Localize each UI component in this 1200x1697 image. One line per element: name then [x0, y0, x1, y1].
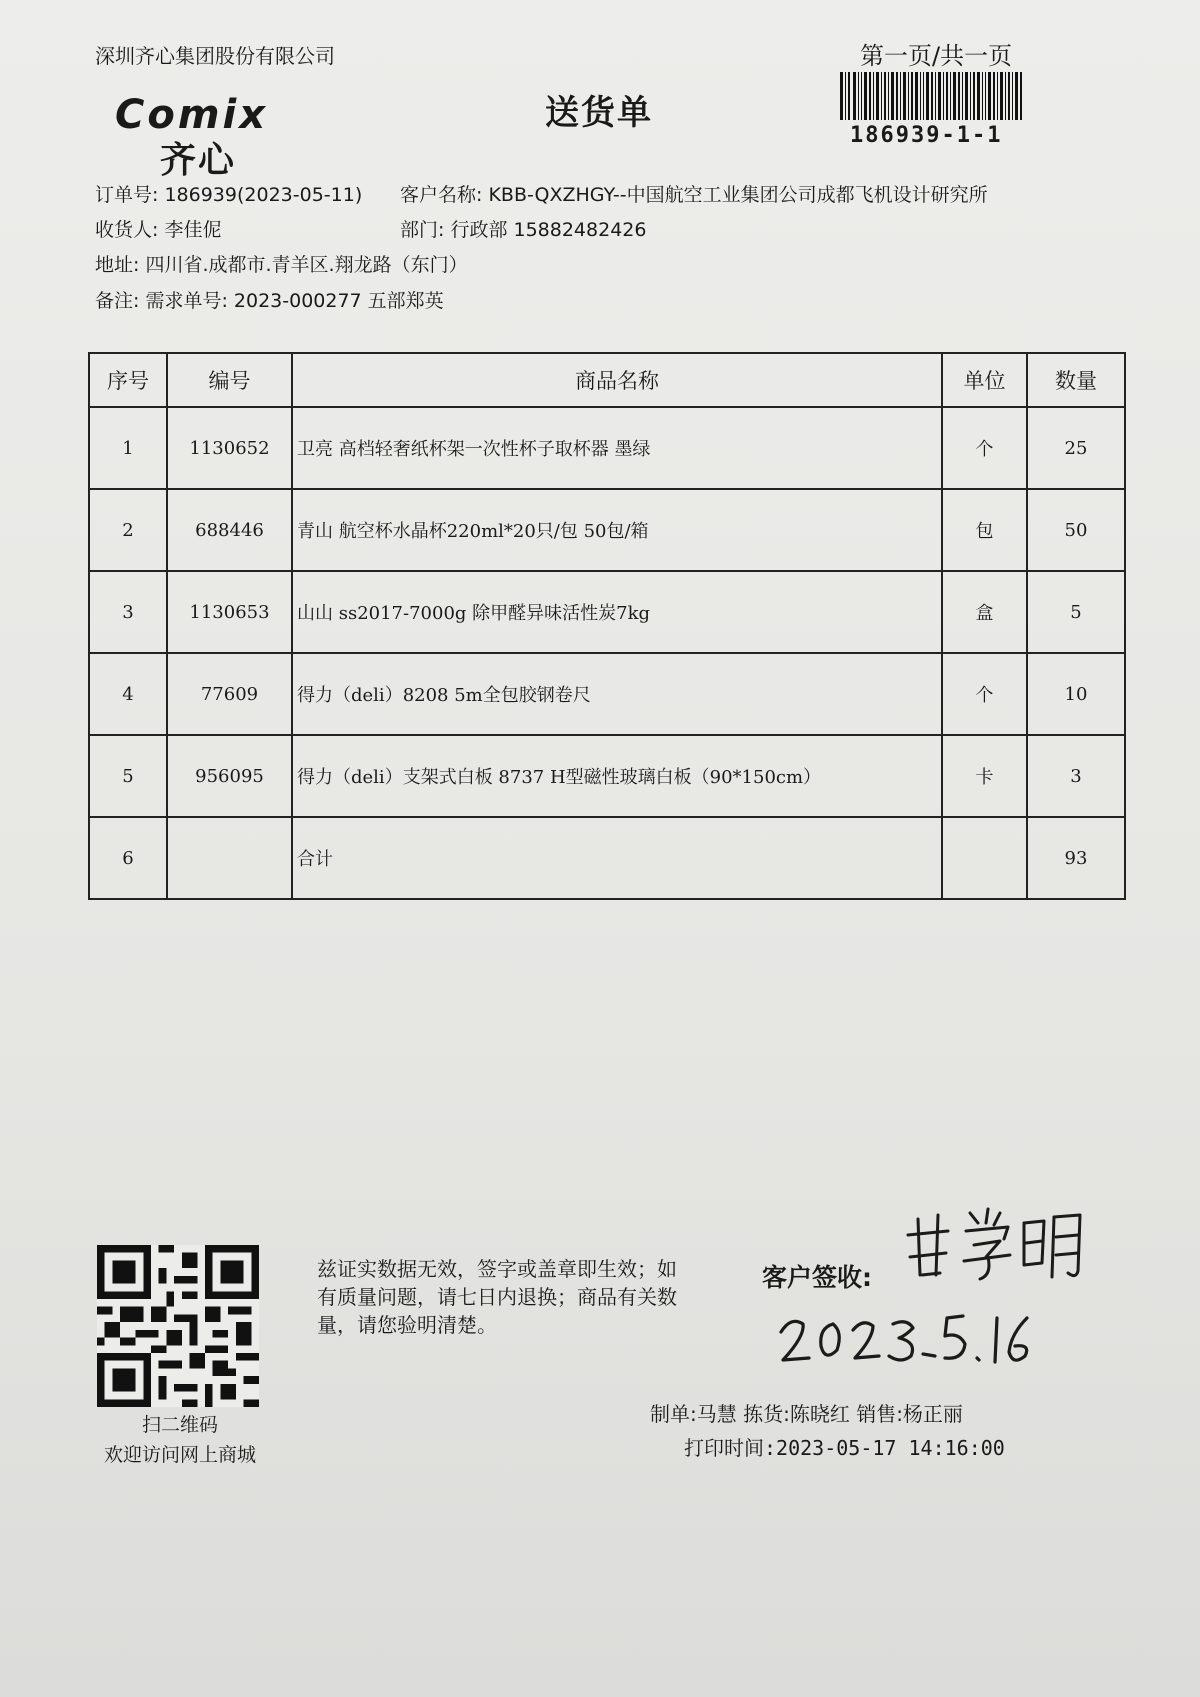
receiver-value: 李佳伲	[164, 219, 222, 241]
cell-unit: 包	[942, 489, 1027, 571]
qr-code	[97, 1245, 259, 1407]
header-name: 商品名称	[292, 353, 942, 407]
qr-caption-line2: 欢迎访问网上商城	[103, 1444, 256, 1466]
cell-unit: 卡	[942, 735, 1027, 817]
cell-code: 1130652	[167, 407, 292, 489]
logo-text-cn: 齐心	[160, 140, 237, 181]
logo-text-en: Comix	[115, 92, 269, 138]
company-name: 深圳齐心集团股份有限公司	[95, 44, 335, 68]
cell-qty: 93	[1027, 817, 1125, 899]
address-label: 地址:	[95, 254, 140, 276]
cell-name: 卫亮 高档轻奢纸杯架一次性杯子取杯器 墨绿	[292, 407, 942, 489]
department	[400, 215, 646, 242]
header-qty: 数量	[1027, 353, 1125, 407]
dept-value: 行政部 15882482426	[450, 219, 647, 241]
address-value: 四川省.成都市.青羊区.翔龙路（东门）	[145, 254, 468, 276]
header-code: 编号	[167, 353, 292, 407]
table-row	[89, 653, 1125, 735]
address	[95, 250, 468, 277]
receiver	[95, 215, 221, 242]
cell-qty: 50	[1027, 489, 1125, 571]
cell-name: 山山 ss2017-7000g 除甲醛异味活性炭7kg	[292, 571, 942, 653]
header-seq: 序号	[89, 353, 167, 407]
customer-label: 客户名称:	[400, 184, 483, 206]
cell-qty: 3	[1027, 735, 1125, 817]
cell-qty: 5	[1027, 571, 1125, 653]
print-time: 打印时间:2023-05-17 14:16:00	[684, 1436, 1005, 1460]
remark-label: 备注:	[95, 290, 140, 312]
customer-value: KBB-QXZHGY--中国航空工业集团公司成都飞机设计研究所	[488, 184, 988, 206]
table-header-row	[89, 353, 1125, 407]
barcode-number: 186939-1-1	[850, 123, 1003, 148]
cell-seq: 2	[89, 489, 167, 571]
header-unit: 单位	[942, 353, 1027, 407]
customer-name	[400, 180, 988, 207]
cell-qty: 25	[1027, 407, 1125, 489]
staff-info: 制单:马慧 拣货:陈晓红 销售:杨正丽	[650, 1402, 963, 1426]
cell-code	[167, 817, 292, 899]
remark-value: 需求单号: 2023-000277 五部郑英	[145, 290, 444, 312]
cell-name: 得力（deli）支架式白板 8737 H型磁性玻璃白板（90*150cm）	[292, 735, 942, 817]
table-row	[89, 407, 1125, 489]
cell-unit: 盒	[942, 571, 1027, 653]
cell-seq: 4	[89, 653, 167, 735]
cell-seq: 6	[89, 817, 167, 899]
cell-seq: 3	[89, 571, 167, 653]
order-value: 186939(2023-05-11)	[164, 184, 363, 206]
table-row-total	[89, 817, 1125, 899]
cell-unit: 个	[942, 653, 1027, 735]
cell-code: 688446	[167, 489, 292, 571]
cell-name: 得力（deli）8208 5m全包胶钢卷尺	[292, 653, 942, 735]
receiver-label: 收货人:	[95, 219, 159, 241]
cell-seq: 5	[89, 735, 167, 817]
table-row	[89, 735, 1125, 817]
cell-seq: 1	[89, 407, 167, 489]
dept-label: 部门:	[400, 219, 445, 241]
order-number	[95, 180, 362, 207]
handwritten-signature	[900, 1205, 1090, 1285]
page-indicator: 第一页/共一页	[860, 42, 1013, 70]
cell-name: 青山 航空杯水晶杯220ml*20只/包 50包/箱	[292, 489, 942, 571]
cell-unit	[942, 817, 1027, 899]
items-table	[88, 352, 1126, 900]
comix-logo	[115, 92, 325, 181]
table-row	[89, 571, 1125, 653]
handwritten-date	[775, 1310, 1035, 1370]
cell-name: 合计	[292, 817, 942, 899]
order-label: 订单号:	[95, 184, 159, 206]
qr-caption-line1: 扫二维码	[141, 1414, 218, 1436]
table-row	[89, 489, 1125, 571]
cell-code: 1130653	[167, 571, 292, 653]
barcode	[840, 72, 1022, 120]
remark	[95, 286, 444, 313]
cell-unit: 个	[942, 407, 1027, 489]
customer-sign-label: 客户签收:	[762, 1263, 872, 1292]
notice-text: 兹证实数据无效，签字或盖章即生效；如有质量问题，请七日内退换；商品有关数量，请您验明清楚。	[317, 1257, 677, 1337]
document-title: 送货单	[545, 93, 653, 133]
cell-code: 956095	[167, 735, 292, 817]
cell-code: 77609	[167, 653, 292, 735]
qr-caption	[70, 1410, 290, 1470]
cell-qty: 10	[1027, 653, 1125, 735]
